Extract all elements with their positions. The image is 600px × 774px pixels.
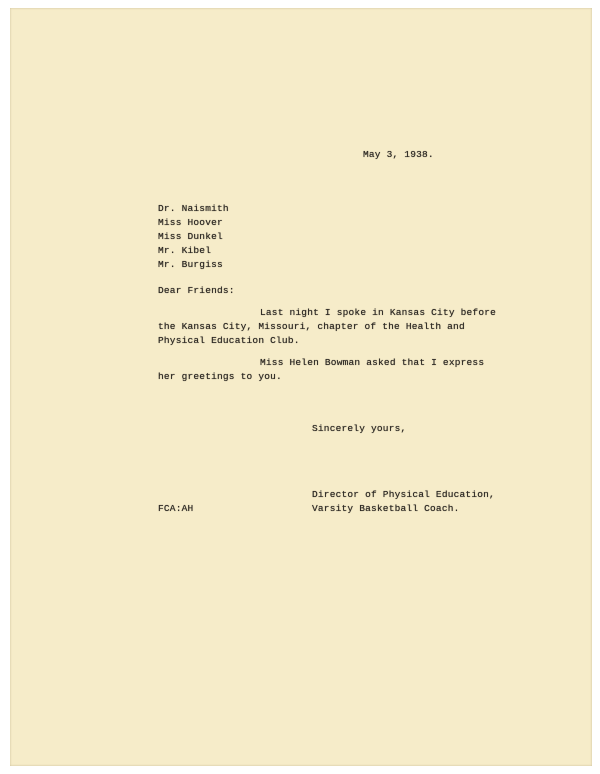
body-line: her greetings to you. (158, 371, 282, 382)
letter-date: May 3, 1938. (363, 149, 434, 160)
recipient-line: Miss Dunkel (158, 231, 223, 242)
closing: Sincerely yours, (312, 423, 407, 434)
signature-line: Varsity Basketball Coach. (312, 503, 460, 514)
recipient-line: Mr. Kibel (158, 245, 212, 256)
signature-block (312, 488, 495, 516)
salutation: Dear Friends: (158, 285, 235, 296)
body-paragraph-1 (158, 306, 496, 384)
signature-line: Director of Physical Education, (312, 489, 495, 500)
recipient-list (158, 202, 229, 272)
reference-initials: FCA:AH (158, 503, 194, 514)
recipient-line: Mr. Burgiss (158, 259, 223, 270)
recipient-line: Dr. Naismith (158, 203, 229, 214)
recipient-line: Miss Hoover (158, 217, 223, 228)
body-line: the Kansas City, Missouri, chapter of the Health and (158, 321, 465, 332)
body-line: Last night I spoke in Kansas City before (260, 307, 497, 318)
body-line: Miss Helen Bowman asked that I express (260, 357, 485, 368)
letter-page (10, 8, 592, 766)
body-line: Physical Education Club. (158, 335, 300, 346)
